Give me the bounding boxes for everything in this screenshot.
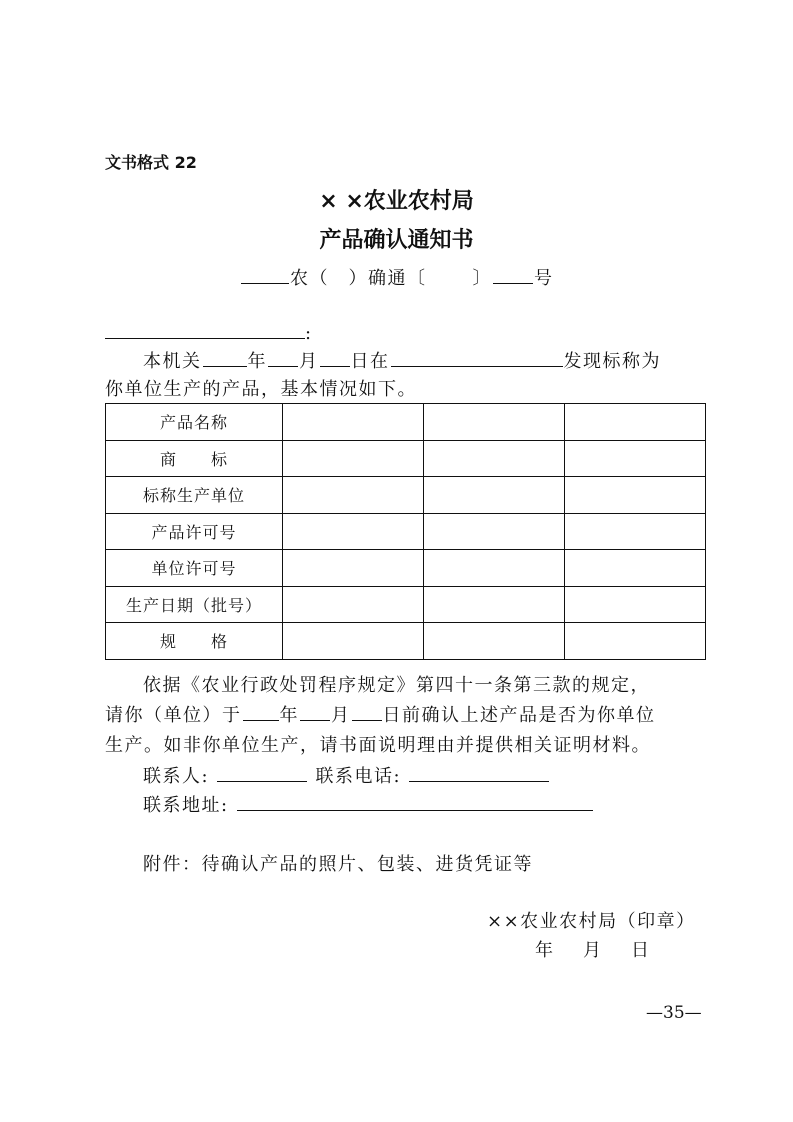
row-label: 单位许可号: [106, 550, 283, 587]
blank-cell: [424, 440, 565, 477]
blank-cell: [283, 623, 424, 660]
contact-line: 联系人: 联系电话:: [143, 762, 550, 788]
table-row: [106, 550, 706, 587]
table-row: [106, 440, 706, 477]
paragraph-1-line2: 你单位生产的产品，基本情况如下。: [105, 379, 417, 400]
blank-cell: [424, 404, 565, 441]
row-label: 标称生产单位: [106, 477, 283, 514]
row-label: 产品名称: [106, 404, 283, 441]
blank-cell: [424, 623, 565, 660]
blank-cell: [424, 550, 565, 587]
blank-cell: [565, 477, 706, 514]
blank-cell: [283, 586, 424, 623]
blank-cell: [565, 404, 706, 441]
blank-cell: [424, 513, 565, 550]
signature: ××农业农村局（印章）: [487, 911, 696, 932]
row-label: 商 标: [106, 440, 283, 477]
paragraph-1: 本机关 年 月 日在 发现标称为: [143, 347, 661, 373]
product-info-table: [105, 403, 706, 660]
attachment: 附件：待确认产品的照片、包装、进货凭证等: [143, 854, 533, 875]
blank-cell: [424, 586, 565, 623]
table-row: [106, 404, 706, 441]
doc-format-label: 文书格式 22: [105, 153, 197, 172]
paragraph-2-line1: 依据《农业行政处罚程序规定》第四十一条第三款的规定，: [143, 675, 650, 696]
table-row: [106, 586, 706, 623]
blank-cell: [283, 440, 424, 477]
blank-cell: [283, 404, 424, 441]
contact-address-line: 联系地址:: [143, 791, 594, 817]
page-number: —35—: [646, 1003, 702, 1023]
blank-cell: [565, 513, 706, 550]
blank-cell: [565, 623, 706, 660]
blank-cell: [565, 550, 706, 587]
blank-cell: [283, 477, 424, 514]
paragraph-2-line3: 生产。如非你单位生产，请书面说明理由并提供相关证明材料。: [105, 735, 651, 756]
issuer-title: × ×农业农村局: [319, 189, 474, 214]
blank-cell: [565, 586, 706, 623]
document-number: 农（ ）确通〔 〕 号: [240, 264, 554, 290]
document-title: 产品确认通知书: [319, 228, 474, 253]
table-row: [106, 623, 706, 660]
row-label: 产品许可号: [106, 513, 283, 550]
blank-cell: [424, 477, 565, 514]
row-label: 规 格: [106, 623, 283, 660]
signature-date: 年 月 日: [535, 940, 655, 961]
blank-cell: [283, 550, 424, 587]
addressee: :: [105, 320, 313, 344]
paragraph-2-line2: 请你（单位）于 年 月 日前确认上述产品是否为你单位: [105, 701, 656, 727]
table-row: [106, 477, 706, 514]
blank-cell: [283, 513, 424, 550]
row-label: 生产日期（批号）: [106, 586, 283, 623]
table-row: [106, 513, 706, 550]
blank-cell: [565, 440, 706, 477]
